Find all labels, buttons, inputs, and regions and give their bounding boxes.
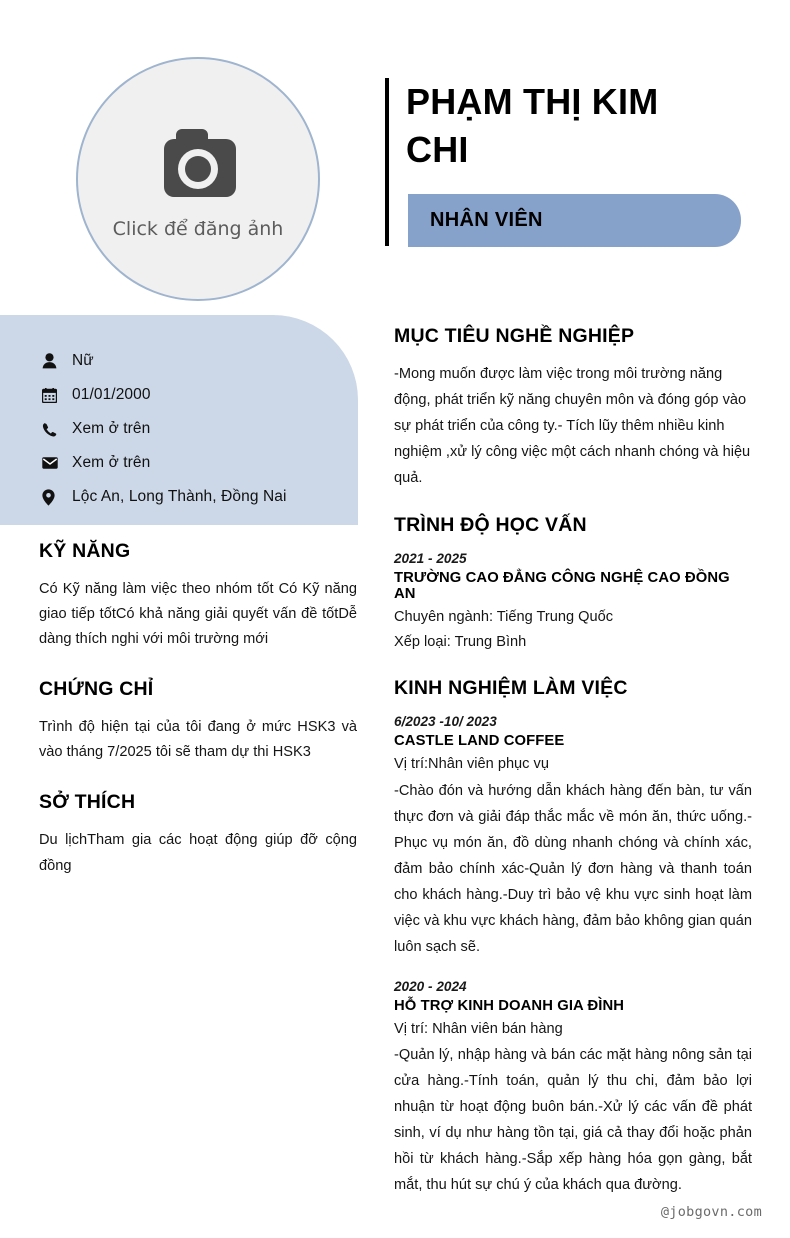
contact-row-email	[42, 446, 358, 480]
contact-value-gender: Nữ	[72, 352, 94, 369]
section-body-skills: Có Kỹ năng làm việc theo nhóm tốt Có Kỹ năng giao tiếp tốtCó khả năng giải quyết vấn đề tốtDễ dàng thích nghi với môi trường mới	[39, 581, 357, 648]
section-hobbies	[39, 791, 357, 878]
education-entry-grade: Xếp loại: Trung Bình	[394, 634, 527, 651]
contact-value-address: Lộc An, Long Thành, Đồng Nai	[72, 488, 287, 505]
experience-entry-date: 6/2023 -10/ 2023	[394, 714, 497, 730]
main-sections	[394, 325, 752, 1221]
section-heading-education: TRÌNH ĐỘ HỌC VẤN	[394, 513, 587, 536]
contact-list	[0, 344, 358, 514]
section-heading-skills: KỸ NĂNG	[39, 540, 131, 562]
section-skills	[39, 540, 357, 652]
job-title-badge	[408, 194, 741, 247]
left-column	[0, 0, 375, 1238]
candidate-name: PHẠM THỊ KIM CHI	[406, 81, 659, 170]
person-icon	[42, 353, 64, 369]
experience-entry-company: CASTLE LAND COFFEE	[394, 733, 565, 750]
name-block	[385, 78, 751, 231]
section-body-objective: -Mong muốn được làm việc trong môi trường năng động, phát triển kỹ năng chuyên môn và đóng góp vào sự phát triển của công ty.- Tích lũy thêm nhiều kinh nghiệm ,xử lý công việc một cách nhanh chóng và hiệu quả.	[394, 366, 751, 486]
photo-placeholder-circle[interactable]	[76, 57, 320, 301]
experience-entry-description: -Quản lý, nhập hàng và bán các mặt hàng nông sản tại cửa hàng.-Tính toán, quản lý thu chi, đảm bảo lợi nhuận từ hoạt động buôn bán.-Xử lý các vấn đề phát sinh, ví dụ như hàng tồn tại, giá cả thay đổi hoặc phản hồi từ khách hàng.-Sắp xếp hàng hóa gọn gàng, bắt mắt, thu hút sự chú ý của khách qua đường.	[394, 1047, 752, 1194]
location-pin-icon	[42, 489, 64, 506]
watermark: @jobgovn.com	[660, 1204, 762, 1220]
section-work-experience	[394, 677, 752, 1199]
photo-upload-area[interactable]	[76, 57, 320, 301]
section-heading-certificates: CHỨNG CHỈ	[39, 678, 154, 701]
experience-entry	[394, 714, 752, 960]
contact-row-address	[42, 480, 358, 514]
education-entry-school: TRƯỜNG CAO ĐẲNG CÔNG NGHỆ CAO ĐỒNG AN	[394, 569, 730, 602]
education-entry-major: Chuyên ngành: Tiếng Trung Quốc	[394, 608, 614, 625]
section-certificates	[39, 678, 357, 765]
education-entry	[394, 551, 752, 655]
experience-entry	[394, 979, 752, 1199]
section-career-objective	[394, 325, 752, 492]
section-education	[394, 514, 752, 655]
experience-entry-position: Vị trí: Nhân viên bán hàng	[394, 1020, 563, 1037]
phone-icon	[42, 422, 64, 437]
section-body-hobbies: Du lịchTham gia các hoạt động giúp đỡ cộng đồng	[39, 832, 357, 874]
experience-entry-date: 2020 - 2024	[394, 978, 467, 994]
experience-entry-position: Vị trí:Nhân viên phục vụ	[394, 756, 549, 773]
contact-value-phone: Xem ở trên	[72, 420, 151, 437]
name-accent-bar	[385, 78, 389, 246]
section-heading-objective: MỤC TIÊU NGHỀ NGHIỆP	[394, 325, 635, 347]
job-title-text: NHÂN VIÊN	[430, 209, 543, 231]
section-body-certificates: Trình độ hiện tại của tôi đang ở mức HSK3 và vào tháng 7/2025 tôi sẽ tham dự thi HSK3	[39, 719, 357, 761]
education-entry-date: 2021 - 2025	[394, 550, 467, 566]
experience-entry-company: HỖ TRỢ KINH DOANH GIA ĐÌNH	[394, 997, 625, 1014]
section-heading-hobbies: SỞ THÍCH	[39, 791, 136, 814]
contact-row-gender	[42, 344, 358, 378]
contact-row-birthdate	[42, 378, 358, 412]
photo-upload-caption: Click để đăng ảnh	[112, 217, 284, 240]
contact-value-birthdate: 01/01/2000	[72, 386, 151, 403]
calendar-icon	[42, 388, 64, 403]
camera-icon	[146, 119, 250, 208]
contact-value-email: Xem ở trên	[72, 454, 151, 471]
experience-entry-description: -Chào đón và hướng dẫn khách hàng đến bàn, tư vấn thực đơn và giải đáp thắc mắc về món ăn, thức uống.-Phục vụ món ăn, đồ dùng nhanh chóng và chính xác, đảm bảo chính xác-Quản lý đơn hàng và thanh toán cho khách hàng.-Duy trì bảo vệ khu vực sinh hoạt làm việc và khu vực khách hàng, đảm bảo không gian quán luôn sạch sẽ.	[394, 782, 752, 955]
mail-icon	[42, 457, 64, 469]
section-heading-experience: KINH NGHIỆM LÀM VIỆC	[394, 677, 628, 700]
contact-row-phone	[42, 412, 358, 446]
sidebar-sections	[39, 540, 357, 879]
